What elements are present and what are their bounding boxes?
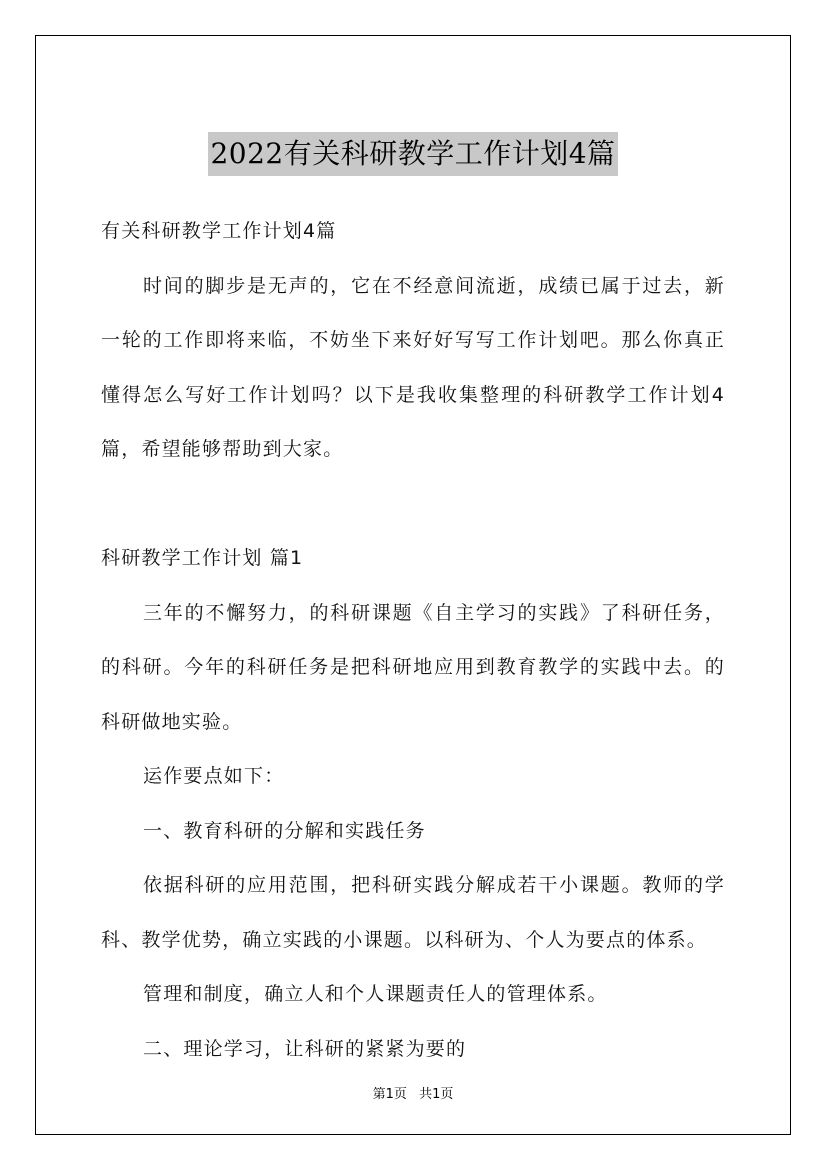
body-paragraph: 三年的不懈努力，的科研课题《自主学习的实践》了科研任务，的科研。今年的科研任务是把科研地应用到教育教学的实践中去。的科研做地实验。 [101, 601, 725, 733]
document-body [101, 204, 725, 1076]
page-number: 第1页 [372, 1087, 407, 1102]
body-paragraph: 管理和制度，确立人和个人课题责任人的管理体系。 [143, 983, 608, 1005]
body-paragraph: 依据科研的应用范围，把科研实践分解成若干小课题。教师的学科、教学优势，确立实践的小课题。以科研为、个人为要点的体系。 [101, 874, 725, 951]
paragraph-gap [101, 477, 725, 532]
page-total: 共1页 [419, 1087, 454, 1102]
document-title: 2022有关科研教学工作计划4篇 [208, 132, 617, 176]
section-heading: 科研教学工作计划 篇1 [101, 547, 304, 569]
title-container [36, 132, 790, 176]
body-paragraph: 一、教育科研的分解和实践任务 [143, 819, 426, 842]
document-subtitle: 有关科研教学工作计划4篇 [101, 220, 337, 242]
page-footer [36, 1083, 790, 1102]
body-paragraph: 运作要点如下： [143, 765, 285, 787]
body-paragraph: 二、理论学习，让科研的紧紧为要的 [143, 1037, 467, 1060]
document-page [35, 35, 791, 1135]
intro-paragraph: 时间的脚步是无声的，它在不经意间流逝，成绩已属于过去，新一轮的工作即将来临，不妨坐下来好好写写工作计划吧。那么你真正懂得怎么写好工作计划吗？以下是我收集整理的科研教学工作计划4篇，希望能够帮助到大家。 [101, 274, 725, 460]
